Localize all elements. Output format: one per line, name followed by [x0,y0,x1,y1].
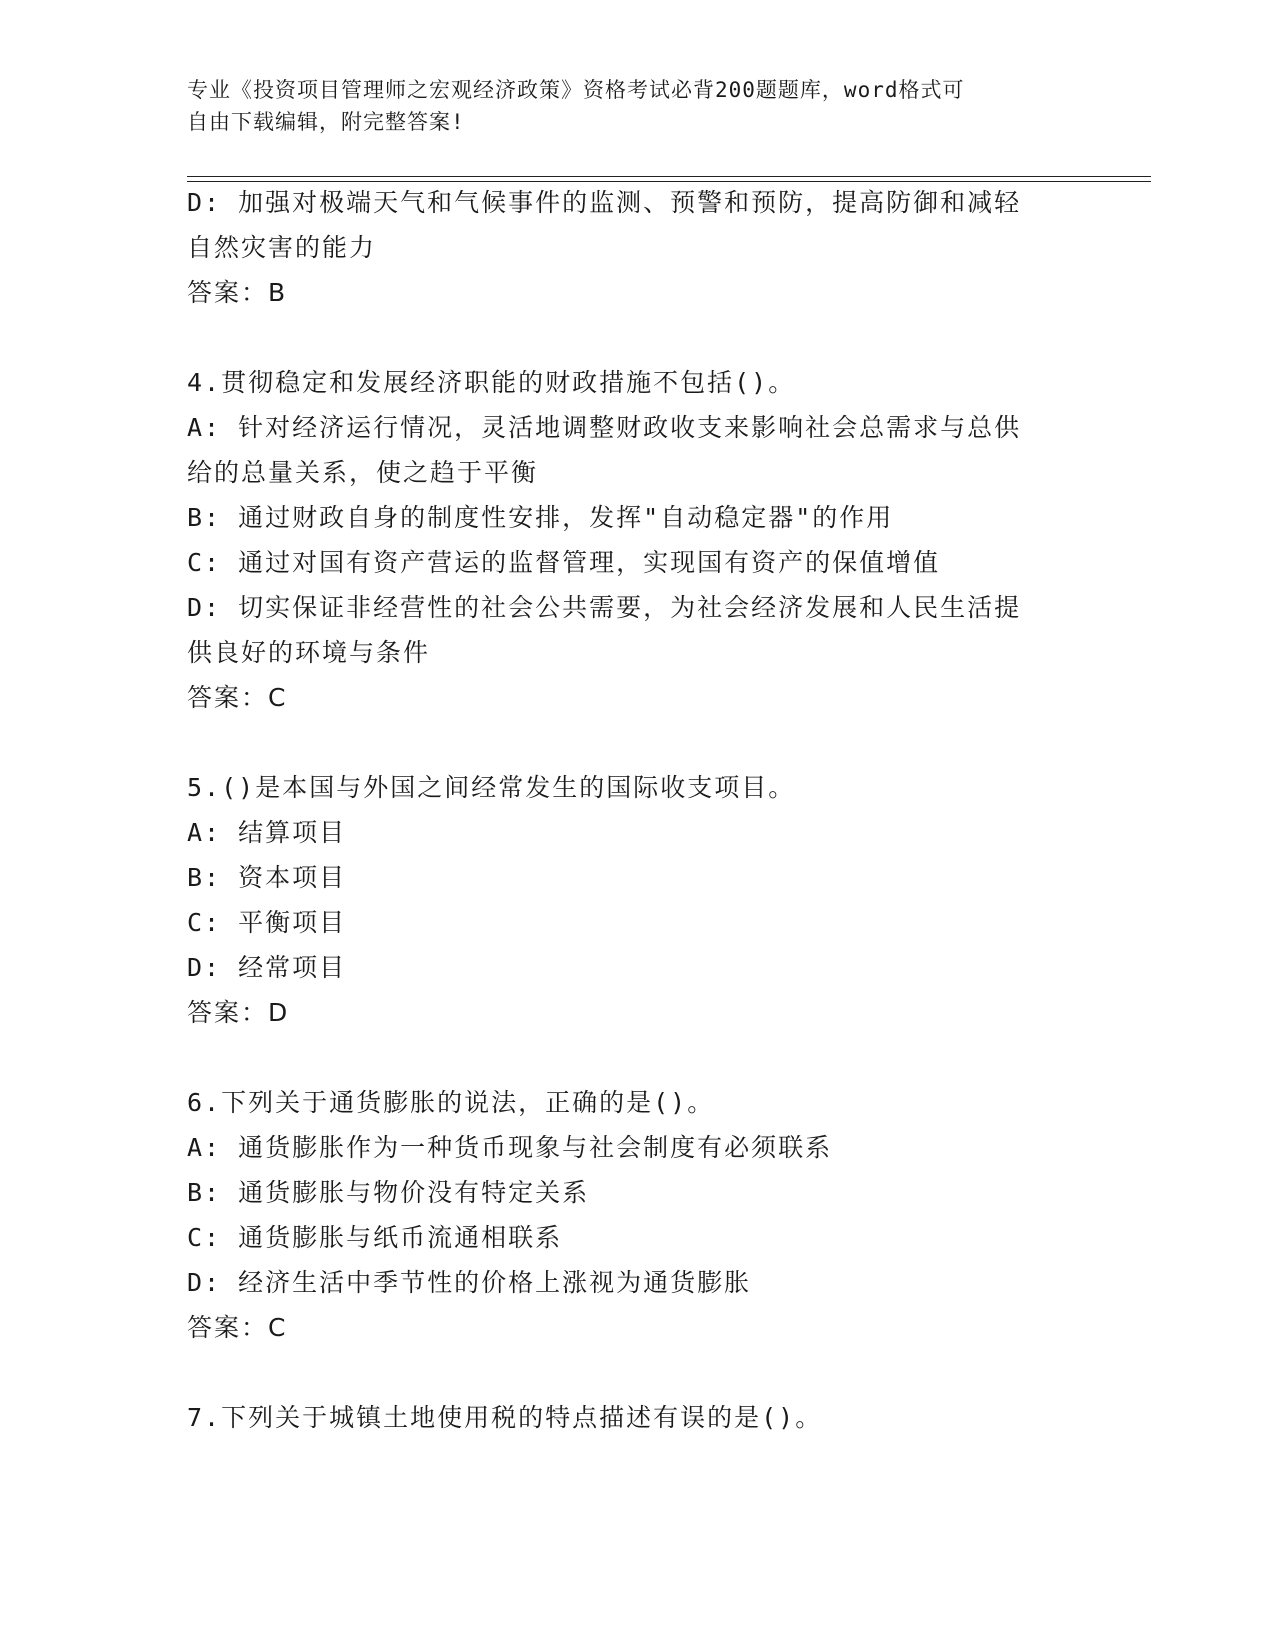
option-b: B: 通货膨胀与物价没有特定关系 [187,1178,590,1207]
option-d: D: 经常项目 [187,953,347,982]
option-d: D: 加强对极端天气和气候事件的监测、预警和预防，提高防御和减轻 [187,188,1022,217]
answer: 答案：C [187,683,288,712]
option-c: C: 平衡项目 [187,908,347,937]
spacer [187,1350,1087,1395]
option-b: B: 通过财政自身的制度性安排，发挥"自动稳定器"的作用 [187,503,894,532]
question-3-continuation [187,180,1087,315]
question-5 [187,765,1087,1035]
header-title-line-1: 专业《投资项目管理师之宏观经济政策》资格考试必背200题题库，word格式可 [187,78,965,102]
option-a: A: 针对经济运行情况，灵活地调整财政收支来影响社会总需求与总供 [187,413,1022,442]
question-body [187,180,1087,1440]
option-d-continued: 供良好的环境与条件 [187,638,431,667]
question-4 [187,360,1087,720]
spacer [187,1035,1087,1080]
question-stem: 7.下列关于城镇土地使用税的特点描述有误的是()。 [187,1403,823,1432]
spacer [187,720,1087,765]
option-a: A: 通货膨胀作为一种货币现象与社会制度有必须联系 [187,1133,833,1162]
option-c: C: 通货膨胀与纸币流通相联系 [187,1223,563,1252]
option-d-continued: 自然灾害的能力 [187,233,377,262]
option-a-continued: 给的总量关系，使之趋于平衡 [187,458,539,487]
spacer [187,315,1087,360]
answer: 答案：C [187,1313,288,1342]
option-d: D: 经济生活中季节性的价格上涨视为通货膨胀 [187,1268,752,1297]
answer: 答案：B [187,278,288,307]
question-stem: 5.()是本国与外国之间经常发生的国际收支项目。 [187,773,796,802]
answer: 答案：D [187,998,290,1027]
option-a: A: 结算项目 [187,818,347,847]
option-b: B: 资本项目 [187,863,347,892]
option-d: D: 切实保证非经营性的社会公共需要，为社会经济发展和人民生活提 [187,593,1022,622]
document-header [187,74,1067,138]
header-title-line-2: 自由下载编辑，附完整答案! [187,110,465,134]
question-7 [187,1395,1087,1440]
option-c: C: 通过对国有资产营运的监督管理，实现国有资产的保值增值 [187,548,941,577]
question-stem: 4.贯彻稳定和发展经济职能的财政措施不包括()。 [187,368,796,397]
question-stem: 6.下列关于通货膨胀的说法，正确的是()。 [187,1088,715,1117]
question-6 [187,1080,1087,1350]
